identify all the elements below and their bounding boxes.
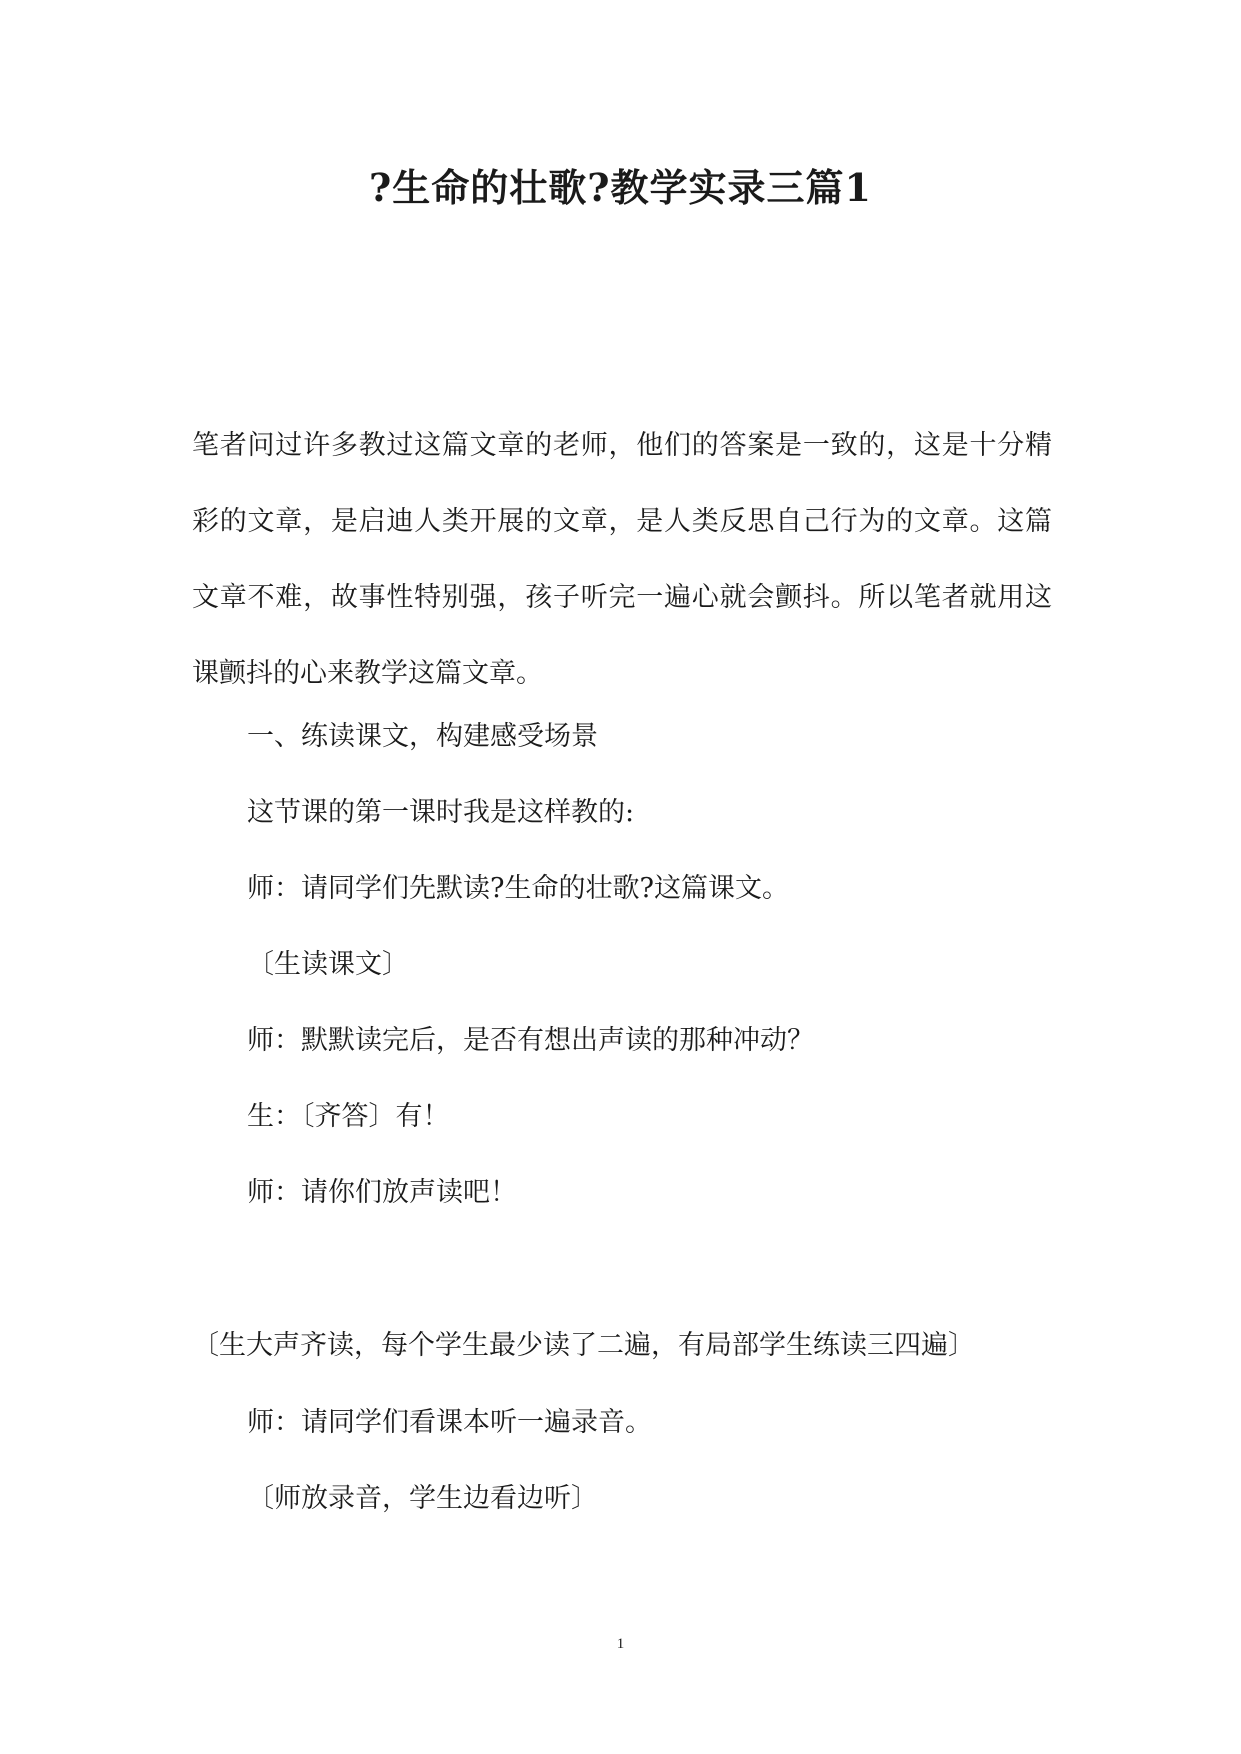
- dialogue-line: 师：请你们放声读吧！: [247, 1177, 517, 1208]
- dialogue-line: 师：默默读完后，是否有想出声读的那种冲动？: [247, 1025, 814, 1056]
- stage-direction-line: 〔生大声齐读，每个学生最少读了二遍，有局部学生练读三四遍〕: [192, 1330, 975, 1361]
- page-number: 1: [616, 1636, 625, 1652]
- dialogue-line: 师：请同学们先默读?生命的壮歌?这篇课文。: [247, 873, 789, 904]
- intro-paragraph: 笔者问过许多教过这篇文章的老师，他们的答案是一致的，这是十分精彩的文章，是启迪人类开展的文章，是人类反思自己行为的文章。这篇文章不难，故事性特别强，孩子听完一遍心就会颤抖。所以笔者就用这课颤抖的心来教学这篇文章。: [192, 430, 1052, 689]
- section-heading: 一、练读课文，构建感受场景: [247, 721, 598, 752]
- dialogue-line: 师：请同学们看课本听一遍录音。: [247, 1407, 652, 1438]
- body-line: 这节课的第一课时我是这样教的:: [247, 797, 635, 828]
- page-title: ?生命的壮歌?教学实录三篇1: [369, 165, 872, 210]
- stage-direction-line: 〔师放录音，学生边看边听〕: [247, 1483, 598, 1514]
- dialogue-line: 生：〔齐答〕有！: [247, 1101, 450, 1132]
- stage-direction-line: 〔生读课文〕: [247, 949, 409, 980]
